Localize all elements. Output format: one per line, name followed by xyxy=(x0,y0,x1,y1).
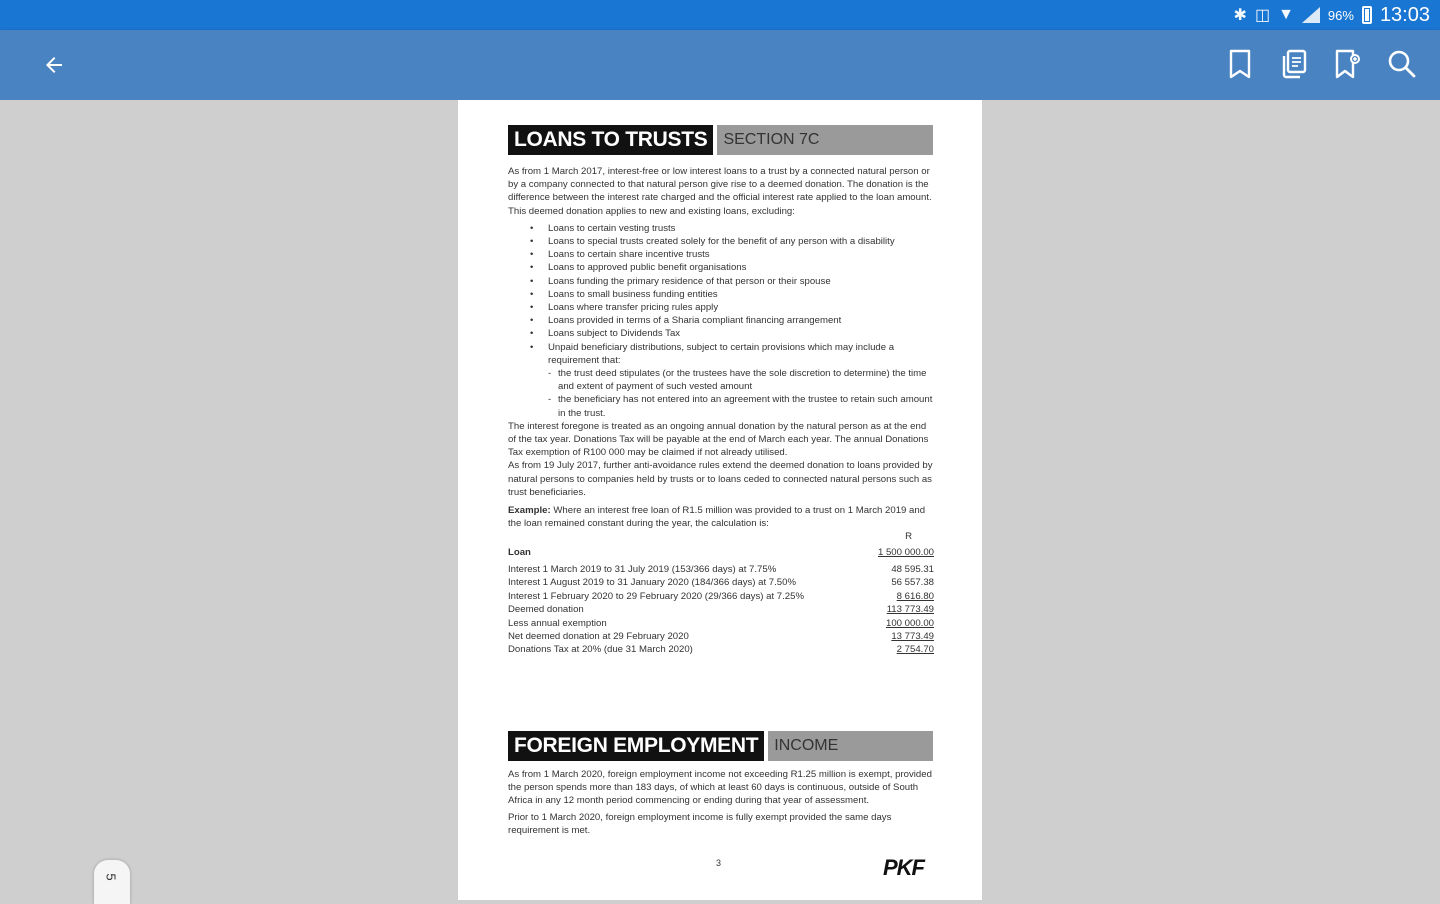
search-icon xyxy=(1387,49,1417,79)
table-row xyxy=(508,590,934,603)
list-item: • Unpaid beneficiary distributions, subject to certain provisions which may include a requirement that: xyxy=(508,341,934,367)
section-body-loans xyxy=(508,165,934,657)
section-header-loans xyxy=(508,125,933,155)
row-amount: 56 557.38 xyxy=(891,577,934,589)
signal-icon xyxy=(1302,7,1320,23)
clock: 13:03 xyxy=(1379,3,1430,26)
bookmark-edit-button[interactable] xyxy=(1328,44,1368,84)
row-amount: 48 595.31 xyxy=(891,564,934,576)
wifi-icon: ▼ xyxy=(1278,6,1294,23)
document-page[interactable] xyxy=(458,100,982,900)
pkf-logo: PKF xyxy=(883,855,924,880)
list-item: • Loans to special trusts created solely for the benefit of any person with a disability xyxy=(508,235,934,248)
table-row xyxy=(508,603,934,616)
row-amount: 1 500 000.00 xyxy=(877,546,934,558)
exclusions-list xyxy=(508,222,934,367)
row-label: Interest 1 February 2020 to 29 February 2020 (29/366 days) at 7.25% xyxy=(508,590,804,602)
list-item: • Loans to certain share incentive trusts xyxy=(508,248,934,261)
section-header-foreign xyxy=(508,731,933,761)
list-item: • Loans where transfer pricing rules apply xyxy=(508,301,934,314)
page-indicator-number: 5 xyxy=(103,873,119,881)
bookmark-button[interactable] xyxy=(1220,44,1260,84)
sub-list xyxy=(508,367,934,420)
example-paragraph xyxy=(508,504,934,530)
table-row xyxy=(508,546,934,559)
paragraph: As from 1 March 2020, foreign employment income not exceeding R1.25 million is exempt, provided the person spends more than 183 days, of which at least 60 days is continuous, outside of South Africa in any 12 month period commencing or ending during that year of assessment. xyxy=(508,769,932,807)
list-item: • Loans to small business funding entities xyxy=(508,288,934,301)
row-amount: 113 773.49 xyxy=(886,604,934,616)
table-row xyxy=(508,643,934,656)
copy-pages-icon xyxy=(1280,49,1308,79)
row-label: Deemed donation xyxy=(508,604,584,616)
page-indicator[interactable] xyxy=(94,860,130,904)
row-label: Loan xyxy=(508,546,531,558)
row-amount: 2 754.70 xyxy=(896,644,934,656)
battery-percent: 96% xyxy=(1327,7,1354,23)
section-tag: INCOME xyxy=(768,731,933,761)
intro-paragraph: As from 1 March 2017, interest-free or low interest loans to a trust by a connected natural person or by a company connected to that natural person give rise to a deemed donation. The donation is the difference between the interest rate charged and the official interest rate applied to the loan amount. This deemed donation applies to new and existing loans, excluding: xyxy=(508,166,932,217)
row-amount: 8 616.80 xyxy=(896,590,934,602)
list-item: • Loans subject to Dividends Tax xyxy=(508,327,934,340)
section-body-foreign xyxy=(508,768,934,837)
status-bar xyxy=(0,0,1440,30)
bookmark-edit-icon xyxy=(1333,49,1363,79)
section-title: LOANS TO TRUSTS xyxy=(508,125,713,155)
table-row xyxy=(508,576,934,589)
bluetooth-icon: ✱ xyxy=(1233,7,1247,24)
row-label: Donations Tax at 20% (due 31 March 2020) xyxy=(508,644,693,656)
bookmark-icon xyxy=(1227,49,1253,79)
table-row xyxy=(508,563,934,576)
calculation-table xyxy=(508,546,934,657)
example-text: Where an interest free loan of R1.5 million was provided to a trust on 1 March 2019 and the loan remained constant during the year, the calculation is: xyxy=(508,505,926,530)
row-label: Less annual exemption xyxy=(508,617,607,629)
currency-label: R xyxy=(905,531,912,543)
row-amount: 100 000.00 xyxy=(885,617,934,629)
app-toolbar xyxy=(0,30,1440,100)
row-amount: 13 773.49 xyxy=(891,631,934,643)
list-item: • Loans to approved public benefit organisations xyxy=(508,261,934,274)
nfc-icon: ◫ xyxy=(1254,7,1271,24)
copy-pages-button[interactable] xyxy=(1274,44,1314,84)
example-label: Example: xyxy=(508,505,551,517)
list-item: • Loans provided in terms of a Sharia compliant financing arrangement xyxy=(508,314,934,327)
sub-list-item: - the trust deed stipulates (or the trustees have the sole discretion to determine) the time and extent of payment of such vested amount xyxy=(548,367,934,393)
search-button[interactable] xyxy=(1382,44,1422,84)
section-title: FOREIGN EMPLOYMENT xyxy=(508,731,764,761)
paragraph: The interest foregone is treated as an ongoing annual donation by the natural person as at the end of the tax year. Donations Tax will be payable at the end of March each year. The annual Donations Tax exemption of R100 000 may be claimed if not already utilised. xyxy=(508,420,929,459)
row-label: Net deemed donation at 29 February 2020 xyxy=(508,631,689,643)
document-viewer[interactable] xyxy=(0,100,1440,900)
battery-icon xyxy=(1362,6,1372,24)
list-item: • Loans to certain vesting trusts xyxy=(508,222,934,235)
arrow-left-icon xyxy=(42,53,66,77)
row-label: Interest 1 August 2019 to 31 January 2020 (184/366 days) at 7.50% xyxy=(508,577,797,589)
page-number: 3 xyxy=(716,858,722,868)
list-item: • Loans funding the primary residence of that person or their spouse xyxy=(508,275,934,288)
table-row xyxy=(508,617,934,630)
back-button[interactable] xyxy=(36,47,72,83)
paragraph: Prior to 1 March 2020, foreign employment income is fully exempt provided the same days requirement is met. xyxy=(508,811,892,836)
paragraph: As from 19 July 2017, further anti-avoidance rules extend the deemed donation to loans provided by natural persons to companies held by trusts or to loans ceded to connected natural persons such as trust beneficiaries. xyxy=(508,460,933,498)
section-tag: SECTION 7C xyxy=(717,125,933,155)
sub-list-item: - the beneficiary has not entered into an agreement with the trustee to retain such amount in the trust. xyxy=(548,393,934,419)
table-row xyxy=(508,630,934,643)
row-label: Interest 1 March 2019 to 31 July 2019 (153/366 days) at 7.75% xyxy=(508,564,777,576)
